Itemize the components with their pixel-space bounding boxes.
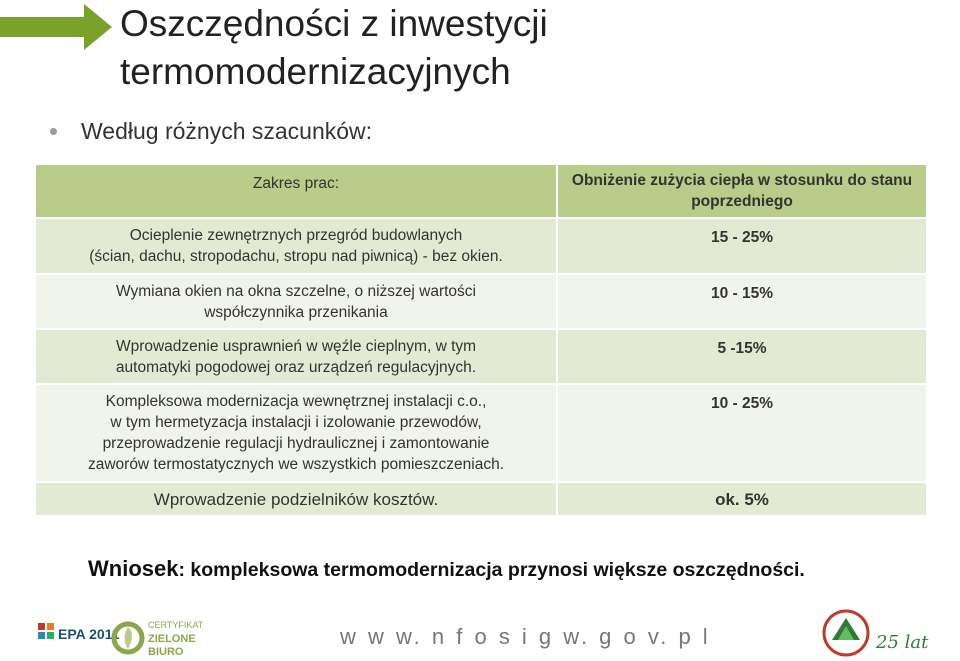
table-row — [35, 274, 927, 329]
savings-table — [34, 163, 928, 517]
row-work: Wprowadzenie podzielników kosztów. — [35, 482, 557, 516]
bullet-item — [50, 118, 372, 145]
conclusion — [88, 556, 805, 582]
epa-logo-text: EPA 2011 — [58, 626, 120, 642]
bullet-icon — [50, 128, 57, 135]
row-value: 10 - 25% — [557, 384, 927, 482]
certificate-logo-icon — [112, 618, 212, 658]
bullet-text: Według różnych szacunków: — [81, 118, 373, 144]
page-title: Oszczędności z inwestycji termomodernizacyjnych — [120, 3, 548, 92]
arrow-icon — [0, 4, 112, 50]
footer-url[interactable]: w w w. n f o s i g w. g o v. p l — [340, 624, 711, 649]
header-reduction: Obniżenie zużycia ciepła w stosunku do stanu poprzedniego — [557, 164, 927, 218]
table-row — [35, 218, 927, 274]
row-value: 5 -15% — [557, 329, 927, 384]
conclusion-text: : kompleksowa termomodernizacja przynosi większe oszczędności. — [178, 559, 805, 581]
certificate-line1: CERTYFIKAT — [148, 620, 204, 630]
row-value: 15 - 25% — [557, 218, 927, 274]
row-value: ok. 5% — [557, 482, 927, 516]
row-work: Wprowadzenie usprawnień w węźle cieplnym, w tym automatyki pogodowej oraz urządzeń regulacyjnych. — [35, 329, 557, 384]
row-value: 10 - 15% — [557, 274, 927, 329]
conclusion-lead: Wniosek — [88, 556, 179, 581]
header-scope: Zakres prac: — [35, 164, 557, 218]
row-work: Kompleksowa modernizacja wewnętrznej instalacji c.o., w tym hermetyzacja instalacji i izolowanie przewodów, przeprowadzenie regulacji hydraulicznej i zamontowanie zaworów termostatycznych we wszystkich pomieszczeniach. — [35, 384, 557, 482]
row-work: Ocieplenie zewnętrznych przegród budowlanych (ścian, dachu, stropodachu, stropu nad piwnicą) - bez okien. — [35, 218, 557, 274]
table-row — [35, 329, 927, 384]
table-row — [35, 384, 927, 482]
nfosigw-anniversary-logo-icon — [818, 606, 928, 661]
epa-logo-icon — [36, 615, 120, 659]
anniversary-text: 25 lat — [876, 632, 929, 653]
table-row — [35, 482, 927, 516]
row-work: Wymiana okien na okna szczelne, o niższej wartości współczynnika przenikania — [35, 274, 557, 329]
certificate-line3: BIURO — [148, 646, 184, 658]
certificate-line2: ZIELONE — [148, 633, 196, 645]
